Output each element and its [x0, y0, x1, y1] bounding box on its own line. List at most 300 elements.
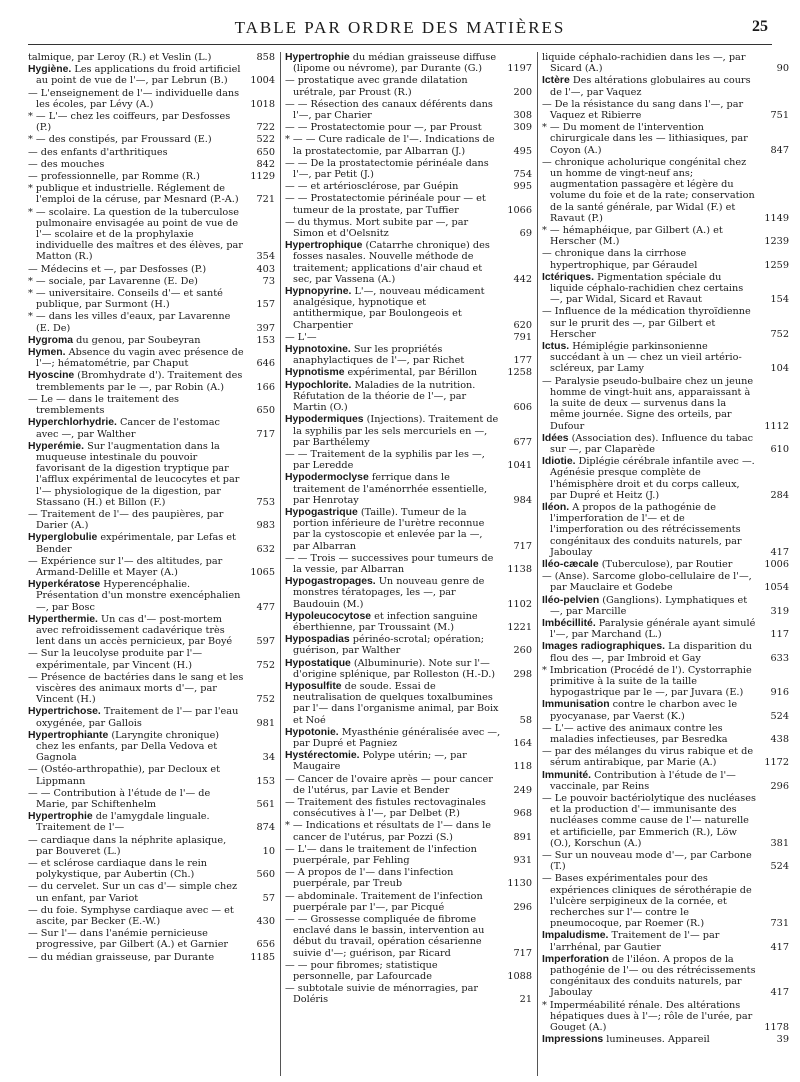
index-entry — [285, 99, 532, 121]
entry-heading: Hypodermiques — [285, 414, 364, 426]
entry-page-number: 1018 — [250, 98, 275, 110]
entry-page-number: 308 — [513, 110, 532, 122]
entry-text: lumineuses. Appareil — [603, 1034, 710, 1046]
index-entry — [28, 276, 275, 287]
entry-text: — des enfants d'arthritiques — [28, 146, 168, 158]
index-entry — [28, 556, 275, 578]
entry-page-number: 309 — [513, 122, 532, 134]
entry-text: Myasthénie généralisée avec —, par Dupré et Pagniez — [293, 726, 501, 749]
index-entry — [542, 99, 789, 121]
entry-text: — — Traitement de la syphilis par les —, par Leredde — [285, 448, 485, 472]
entry-page-number: 153 — [256, 775, 275, 787]
entry-heading: Hypoleucocytose — [285, 610, 372, 622]
entry-text: * Imbrication (Procédé de l'). Cystorraphie primitive à la suite de la taille hypogastrique par le —, par Juvara (E.) — [542, 664, 752, 699]
index-entry — [542, 341, 789, 375]
index-column-1 — [28, 52, 275, 1076]
entry-text: (Injections). Traitement de la syphilis par les sels mercuriels en —, par Barthélemy — [293, 414, 499, 448]
entry-page-number: 10 — [262, 845, 275, 857]
entry-text: — du cervelet. Sur un cas d'— simple chez un enfant, par Variot — [28, 881, 238, 904]
entry-heading: Hyoscine — [28, 370, 75, 382]
entry-page-number: 984 — [513, 494, 532, 506]
entry-page-number: 166 — [256, 381, 275, 393]
entry-heading: Impressions — [542, 1034, 604, 1046]
entry-text: — chronique dans la cirrhose hypertrophique, par Géraudel — [542, 248, 698, 271]
index-entry — [285, 193, 532, 215]
index-entry — [285, 774, 532, 796]
entry-page-number: 1258 — [507, 367, 532, 379]
index-entry — [28, 264, 275, 275]
index-entry — [28, 171, 275, 182]
entry-page-number: 931 — [513, 855, 532, 867]
entry-text: — — De la prostatectomie périnéale dans l'—, par Petit (J.) — [285, 157, 489, 181]
entry-page-number: 717 — [513, 540, 532, 552]
entry-page-number: 397 — [256, 322, 275, 334]
entry-page-number: 164 — [513, 737, 532, 749]
entry-page-number: 34 — [262, 752, 275, 764]
entry-text: Traitement de l'— par l'eau oxygénée, par Gallois — [36, 706, 239, 729]
entry-text: Polype utérin; —, par Maugaire — [293, 750, 467, 773]
entry-page-number: 296 — [770, 780, 789, 792]
index-entry — [542, 665, 789, 699]
entry-heading: Hypogastrique — [285, 506, 358, 518]
header-rule — [28, 44, 772, 45]
index-entry — [542, 850, 789, 872]
entry-heading: Idées — [542, 432, 569, 444]
index-entry — [542, 746, 789, 768]
entry-text: — par des mélanges du virus rabique et de sérum antirabique, par Marie (A.) — [542, 746, 754, 769]
entry-heading: Hypertrophie — [285, 52, 350, 63]
entry-heading: Hystérectomie. — [285, 750, 360, 762]
entry-heading: Immunisation — [542, 699, 610, 711]
index-entry — [28, 394, 275, 416]
entry-text: — Expérience sur l'— des altitudes, par Armand-Delille et Mayer (A.) — [28, 555, 223, 578]
entry-page-number: 1221 — [507, 621, 532, 633]
entry-heading: Hypnopyrine. — [285, 286, 352, 298]
index-entry — [28, 441, 275, 508]
entry-page-number: 39 — [776, 1034, 789, 1046]
index-entry — [285, 181, 532, 192]
index-entry — [542, 641, 789, 663]
index-entry — [285, 844, 532, 866]
index-entry — [542, 75, 789, 97]
index-entry — [28, 134, 275, 145]
column-divider — [280, 52, 281, 1076]
entry-text: * — Indications et résultats de l'— dans le cancer de l'utérus, par Pozzi (S.) — [285, 820, 492, 843]
entry-text: contre le charbon avec le pyocyanase, par Vaerst (K.) — [550, 699, 738, 722]
entry-heading: Iléo-pelvien — [542, 594, 600, 606]
entry-heading: Idiotie. — [542, 456, 576, 468]
index-entry — [285, 891, 532, 913]
entry-page-number: 753 — [256, 496, 275, 508]
page-title: TABLE PAR ORDRE DES MATIÈRES — [234, 18, 566, 37]
entry-page-number: 1088 — [507, 971, 532, 983]
entry-text: Hyperencéphalie. Présentation d'un monstre exencéphalien —, par Bosc — [36, 579, 241, 613]
index-entry — [28, 952, 275, 963]
entry-page-number: 983 — [256, 520, 275, 532]
entry-heading: Imbécillité. — [542, 617, 596, 629]
entry-heading: Hypertrophiante — [28, 729, 109, 741]
entry-text: ferrique dans le traitement de l'aménorrhée essentielle, par Henrotay — [293, 472, 488, 506]
index-entry — [285, 820, 532, 842]
entry-page-number: 646 — [256, 358, 275, 370]
entry-text: — Traitement de l'— des paupières, par Darier (A.) — [28, 508, 224, 532]
entry-text: Paralysie générale ayant simulé l'—, par Marchand (L.) — [550, 617, 756, 641]
index-entry — [28, 370, 275, 392]
entry-text: — Sur l'— dans l'anémie pernicieuse progressive, par Gilbert (A.) et Garnier — [28, 928, 229, 951]
entry-heading: Hypnotisme — [285, 367, 345, 379]
entry-page-number: 1112 — [764, 420, 789, 432]
entry-text: (Bromhydrate d'). Traitement des tremblements par le —, par Robin (A.) — [36, 370, 243, 393]
entry-text: — A propos de l'— dans l'infection puerpérale, par Treub — [285, 867, 454, 890]
entry-text: * — — Cure radicale de l'—. Indications de la prostatectomie, par Albarran (J.) — [285, 134, 495, 157]
index-entry — [28, 881, 275, 903]
entry-text: — — Trois — successives pour tumeurs de la vessie, par Albarran — [285, 552, 494, 575]
entry-page-number: 21 — [519, 994, 532, 1006]
entry-page-number: 791 — [513, 331, 532, 343]
entry-page-number: 597 — [256, 636, 275, 648]
entry-text: Pigmentation spéciale du liquide céphalo-rachidien chez certains —, par Widal, Sicard et Ravaut — [550, 271, 744, 306]
entry-page-number: 847 — [770, 144, 789, 156]
entry-page-number: 1130 — [507, 878, 532, 890]
entry-text: (Laryngite chronique) chez les enfants, par Della Vedova et Gagnola — [36, 729, 220, 764]
entry-page-number: 90 — [776, 63, 789, 75]
index-entry — [285, 576, 532, 610]
entry-text: Les applications du froid artificiel au point de vue de l'—, par Lebrun (B.) — [36, 64, 241, 87]
entry-page-number: 495 — [513, 145, 532, 157]
index-column-3 — [542, 52, 789, 1076]
entry-text: — cardiaque dans la néphrite aplasique, par Bouveret (L.) — [28, 834, 227, 857]
entry-text: — Sur un nouveau mode d'—, par Carbone (T.) — [542, 850, 752, 873]
index-entry — [28, 858, 275, 880]
entry-text: — subtotale suivie de ménorragies, par Doléris — [285, 983, 478, 1006]
entry-text: — des mouches — [28, 158, 105, 170]
entry-text: du genou, par Soubeyran — [73, 334, 201, 346]
index-entry — [542, 793, 789, 849]
entry-text: — Présence de bactéries dans le sang et les viscères des animaux morts d'—, par Vincent (H.) — [28, 671, 244, 706]
entry-page-number: 1004 — [250, 75, 275, 87]
entry-page-number: 731 — [770, 918, 789, 930]
entry-heading: Hyperémie. — [28, 440, 85, 452]
entry-page-number: 754 — [513, 169, 532, 181]
entry-page-number: 442 — [513, 273, 532, 285]
index-entry — [285, 217, 532, 239]
entry-page-number: 417 — [770, 941, 789, 953]
entry-page-number: 610 — [770, 443, 789, 455]
entry-heading: Ictériques. — [542, 271, 594, 283]
index-entry — [542, 699, 789, 721]
entry-page-number: 417 — [770, 546, 789, 558]
entry-text: — — et artériosclérose, par Guépin — [285, 181, 459, 193]
entry-page-number: 1006 — [764, 558, 789, 570]
entry-text: — (Anse). Sarcome globo-cellulaire de l'—, par Mauclaire et Godebe — [542, 571, 752, 594]
entry-page-number: 319 — [770, 605, 789, 617]
index-entry — [285, 344, 532, 366]
index-entry — [28, 905, 275, 927]
entry-page-number: 1138 — [507, 563, 532, 575]
index-entry — [28, 207, 275, 263]
index-entry — [285, 727, 532, 749]
entry-text: — De la résistance du sang dans l'—, par Vaquez et Ribierre — [542, 98, 744, 122]
entry-text: — Le pouvoir bactériolytique des nucléases et la production d'— immunisante des nucléases comme cause de l'— naturelle et artificielle, par Emmerich (R.), Löw (O.), Korschun (A.) — [542, 793, 756, 849]
entry-text: — L'enseignement de l'— individuelle dans les écoles, par Lévy (A.) — [28, 87, 240, 110]
index-entry — [542, 723, 789, 745]
index-entry — [542, 376, 789, 432]
entry-text: — L'— active des animaux contre les maladies infectieuses, par Besredka — [542, 722, 728, 745]
entry-page-number: 650 — [256, 405, 275, 417]
entry-text: périnéo-scrotal; opération; guérison, par Walther — [293, 634, 484, 657]
entry-heading: Imperforation — [542, 953, 609, 965]
entry-text: (Ganglions). Lymphatiques et —, par Marcille — [550, 594, 748, 617]
entry-text: — et sclérose cardiaque dans le rein polykystique, par Aubertin (Ch.) — [28, 858, 207, 881]
entry-page-number: 1172 — [764, 757, 789, 769]
entry-text: Hémiplégie parkinsonienne succédant à un — chez un vieil artério-scléreux, par Lamy — [550, 341, 742, 375]
entry-page-number: 522 — [256, 134, 275, 146]
entry-text: — (Ostéo-arthropathie), par Decloux et Lippmann — [28, 764, 221, 787]
index-entry — [28, 672, 275, 706]
entry-text: * Imperméabilité rénale. Des altérations hépatiques dues à l'—; rôle de l'urée, par Gouget (A.) — [542, 999, 753, 1034]
entry-page-number: 721 — [256, 194, 275, 206]
entry-text: — Sur la leucolyse produite par l'— expérimentale, par Vincent (H.) — [28, 648, 203, 671]
entry-text: — Le — dans le traitement des tremblements — [28, 393, 180, 417]
index-entry — [28, 147, 275, 158]
index-entry — [542, 433, 789, 455]
entry-page-number: 1197 — [507, 63, 532, 75]
index-entry — [285, 553, 532, 575]
index-entry — [542, 618, 789, 640]
entry-text: * — L'— chez les coiffeurs, par Desfosses (P.) — [28, 111, 231, 134]
entry-text: — L'— — [285, 331, 317, 343]
entry-page-number: 1065 — [250, 566, 275, 578]
entry-text: (Catarrhe chronique) des fosses nasales. Nouvelle méthode de traitement; applications d'air chaud et sec, par Vassena (A.) — [293, 240, 490, 285]
entry-page-number: 632 — [256, 543, 275, 555]
index-entry — [285, 658, 532, 680]
entry-text: de l'amygdale linguale. Traitement de l'— — [36, 811, 210, 834]
entry-heading: Iléon. — [542, 501, 570, 513]
entry-text: talmique, par Leroy (R.) et Veslin (L.) — [28, 52, 212, 63]
entry-page-number: 58 — [519, 714, 532, 726]
entry-text: * — scolaire. La question de la tuberculose pulmonaire envisagée au point de vue de l'— scolaire et de la prophylaxie individuelle des maîtres et des élèves, par Matton (R.) — [28, 206, 243, 263]
entry-text: — — Prostatectomie périnéale pour — et tumeur de la prostate, par Tuffier — [285, 193, 486, 216]
entry-text: — chronique acholurique congénital chez un homme de vingt-neuf ans; augmentation passagère et légère du volume du foie et de la rate; conservation de la santé générale, par Widal (F.) et Ravaut (P.) — [542, 156, 755, 224]
index-entry — [542, 595, 789, 617]
index-entry — [542, 248, 789, 270]
entry-text: du médian graisseuse diffuse (lipome ou névrome), par Durante (G.) — [293, 52, 497, 75]
index-entry — [285, 134, 532, 156]
entry-text: * publique et industrielle. Réglement de l'emploi de la céruse, par Mesnard (P.-A.) — [28, 183, 239, 206]
index-entry — [285, 507, 532, 552]
entry-page-number: 177 — [513, 355, 532, 367]
index-entry — [542, 1000, 789, 1034]
index-entry — [28, 509, 275, 531]
entry-text: Absence du vagin avec présence de l'—; hématométrie, par Chaput — [36, 347, 244, 370]
entry-page-number: 57 — [262, 892, 275, 904]
entry-page-number: 1149 — [764, 212, 789, 224]
entry-page-number: 606 — [513, 402, 532, 414]
entry-heading: Images radiographiques. — [542, 641, 665, 653]
entry-page-number: 430 — [256, 916, 275, 928]
index-entry — [285, 367, 532, 378]
index-entry — [285, 122, 532, 133]
entry-page-number: 524 — [770, 710, 789, 722]
entry-page-number: 752 — [770, 328, 789, 340]
entry-text: (Tuberculose), par Routier — [598, 558, 733, 570]
index-entry — [285, 634, 532, 656]
entry-page-number: 620 — [513, 319, 532, 331]
entry-heading: Hypotonie. — [285, 726, 339, 738]
entry-text: — Cancer de l'ovaire après — pour cancer de l'utérus, par Lavie et Bender — [285, 773, 493, 796]
index-entry — [28, 648, 275, 670]
entry-text: — Traitement des fistules rectovaginales consécutives à l'—, par Delbet (P.) — [285, 797, 486, 820]
entry-text: * — hémaphéique, par Gilbert (A.) et Herscher (M.) — [542, 225, 723, 248]
entry-text: — — Prostatectomie pour —, par Proust — [285, 122, 482, 134]
index-entry — [542, 571, 789, 593]
index-entry — [285, 286, 532, 331]
index-entry — [542, 930, 789, 952]
index-entry — [28, 52, 275, 63]
index-entry — [28, 532, 275, 554]
index-entry — [285, 797, 532, 819]
entry-page-number: 752 — [256, 694, 275, 706]
entry-heading: Hypospadias — [285, 634, 350, 646]
index-entry — [28, 183, 275, 205]
index-entry — [285, 52, 532, 74]
entry-page-number: 656 — [256, 939, 275, 951]
index-entry — [285, 414, 532, 448]
entry-text: Maladies de la nutrition. Réfutation de la théorie de l'—, par Martin (O.) — [293, 379, 476, 414]
entry-page-number: 1066 — [507, 204, 532, 216]
entry-text: — Bases expérimentales pour des expériences cliniques de sérothérapie de l'ulcère serpigineux de la cornée, et recherches sur l'— contre le pneumocoque, par Roemer (R.) — [542, 873, 752, 930]
entry-text: — du médian graisseuse, par Durante — [28, 951, 215, 963]
index-entry — [28, 288, 275, 310]
entry-text: — du foie. Symphyse cardiaque avec — et ascite, par Becker (E.-W.) — [28, 904, 234, 928]
entry-page-number: 438 — [770, 733, 789, 745]
entry-page-number: 891 — [513, 831, 532, 843]
entry-text: Des altérations globulaires au cours de l'—, par Vaquez — [550, 75, 751, 98]
index-entry — [28, 88, 275, 110]
entry-page-number: 722 — [256, 122, 275, 134]
entry-text: (Taille). Tumeur de la portion inférieure de l'urètre reconnue par la cystoscopie et enlevée par la —, par Albarran — [293, 506, 485, 552]
entry-page-number: 477 — [256, 601, 275, 613]
entry-page-number: 249 — [513, 784, 532, 796]
entry-page-number: 717 — [256, 428, 275, 440]
entry-heading: Immunité. — [542, 769, 592, 781]
entry-heading: Hypertrophie — [28, 811, 93, 823]
entry-page-number: 117 — [770, 629, 789, 641]
entry-page-number: 968 — [513, 808, 532, 820]
entry-page-number: 560 — [256, 869, 275, 881]
entry-page-number: 842 — [256, 158, 275, 170]
entry-text: expérimentale, par Lefas et Bender — [36, 532, 236, 555]
entry-text: — L'— dans le traitement de l'infection puerpérale, par Fehling — [285, 843, 477, 867]
index-entry — [28, 311, 275, 333]
index-entry — [28, 64, 275, 86]
index-entry — [28, 614, 275, 648]
entry-page-number: 858 — [256, 52, 275, 63]
index-entry — [28, 788, 275, 810]
entry-text: — abdominale. Traitement de l'infection puerpérale par l'—, par Picqué — [285, 890, 483, 913]
entry-text: * — sociale, par Lavarenne (E. De) — [28, 275, 198, 287]
entry-page-number: 157 — [256, 299, 275, 311]
entry-text: * — universitaire. Conseils d'— et santé publique, par Surmont (H.) — [28, 288, 223, 311]
index-entry — [285, 983, 532, 1005]
entry-page-number: 995 — [513, 181, 532, 193]
index-entry — [542, 272, 789, 306]
entry-heading: Hypodermoclyse — [285, 472, 369, 484]
index-entry — [542, 157, 789, 224]
entry-heading: Hypertrophique — [285, 240, 363, 252]
index-entry — [542, 873, 789, 929]
index-entry — [285, 75, 532, 97]
entry-heading: Hyperthermie. — [28, 613, 98, 625]
index-entry — [542, 770, 789, 792]
entry-heading: Hypostatique — [285, 657, 351, 669]
index-entry — [285, 449, 532, 471]
entry-text: de soude. Essai de neutralisation de quelques toxalbumines par l'— dans l'organisme animal, par Boix et Noé — [293, 680, 499, 726]
index-entry — [285, 960, 532, 982]
entry-text: * — dans les villes d'eaux, par Lavarenne (E. De) — [28, 311, 231, 334]
entry-page-number: 1259 — [764, 259, 789, 271]
entry-page-number: 916 — [770, 687, 789, 699]
entry-page-number: 1102 — [507, 598, 532, 610]
entry-page-number: 284 — [770, 489, 789, 501]
index-entry — [542, 225, 789, 247]
index-entry — [28, 159, 275, 170]
entry-text: — professionnelle, par Romme (R.) — [28, 171, 200, 183]
index-entry — [28, 111, 275, 133]
entry-page-number: 751 — [770, 110, 789, 122]
entry-text: Cancer de l'estomac avec —, par Walther — [36, 417, 220, 440]
entry-heading: Iléo-cæcale — [542, 558, 599, 570]
index-entry — [542, 456, 789, 501]
index-column-2 — [285, 52, 532, 1076]
entry-text: de l'iléon. A propos de la pathogénie de l'— ou des rétrécissements congénitaux des conduits naturels, par Jaboulay — [550, 953, 756, 999]
column-divider — [537, 52, 538, 1076]
entry-heading: Hyposulfite — [285, 680, 342, 692]
entry-text: — Médecins et —, par Desfosses (P.) — [28, 263, 207, 275]
index-entry — [285, 472, 532, 506]
index-entry — [28, 811, 275, 833]
entry-page-number: 1129 — [250, 171, 275, 183]
index-entry — [542, 306, 789, 340]
entry-page-number: 73 — [262, 275, 275, 287]
entry-text: Traitement de l'— par l'arrhénal, par Gautier — [550, 930, 720, 953]
entry-text: Sur l'augmentation dans la muqueuse intestinale du pouvoir favorisant de la digestion tryptique par l'afflux expérimental de leucocytes et par l'— physiologique de la digestion, par Stassano (H.) et Billon (F.) — [36, 440, 240, 508]
entry-page-number: 717 — [513, 947, 532, 959]
index-entry — [285, 380, 532, 414]
entry-text: — Influence de la médication thyroïdienne sur le prurit des —, par Gilbert et Herscher — [542, 306, 751, 340]
entry-page-number: 633 — [770, 652, 789, 664]
index-entry — [28, 730, 275, 764]
index-entry — [285, 681, 532, 726]
entry-heading: Hyperkératose — [28, 579, 101, 591]
entry-heading: Hygiène. — [28, 64, 72, 76]
entry-page-number: 524 — [770, 861, 789, 873]
entry-text: Diplégie cérébrale infantile avec —. Agénésie presque complète de l'hémisphère droit et du corps calleux, par Dupré et Heitz (J.) — [550, 456, 755, 501]
entry-heading: Hypnotoxine. — [285, 344, 351, 356]
entry-text: et infection sanguine éberthienne, par Troussaint (M.) — [293, 610, 478, 633]
entry-text: A propos de la pathogénie de l'imperforation de l'— et de l'imperforation ou des rétrécissements congénitaux des conduits naturels, par Jaboulay — [550, 501, 742, 558]
entry-heading: Hypochlorite. — [285, 379, 352, 391]
entry-heading: Hyperglobulie — [28, 532, 98, 544]
entry-page-number: 403 — [256, 263, 275, 275]
entry-text: (Albuminurie). Note sur l'— d'origine splénique, par Rolleston (H.-D.) — [293, 657, 496, 680]
index-entry — [542, 502, 789, 558]
entry-page-number: 154 — [770, 294, 789, 306]
index-entry — [28, 417, 275, 439]
entry-text: — du thymus. Mort subite par —, par Simon et d'Oelsnitz — [285, 216, 469, 240]
entry-text: — Paralysie pseudo-bulbaire chez un jeune homme de vingt-huit ans, apparaissant à la suite de deux — survenus dans la même journée. Signe des orteils, par Dufour — [542, 375, 754, 432]
index-entry — [542, 1034, 789, 1045]
